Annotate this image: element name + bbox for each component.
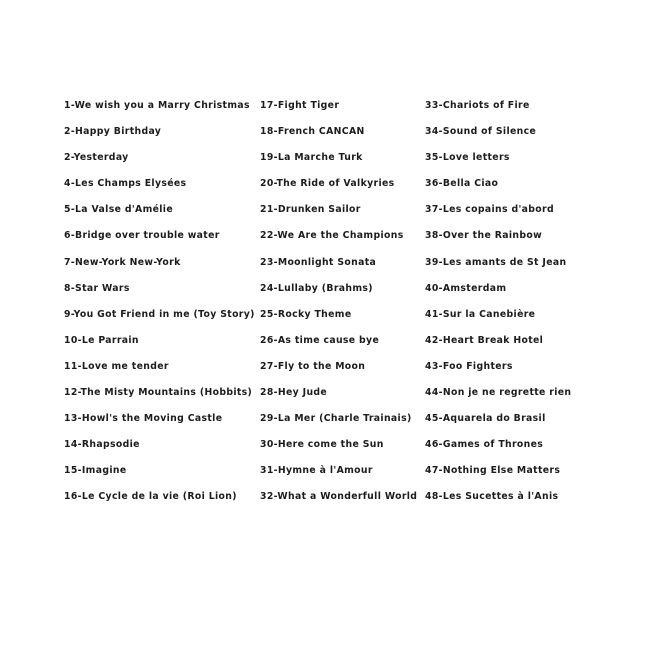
list-item: 5-La Valse d'Amélie bbox=[64, 204, 174, 216]
list-item: 24-Lullaby (Brahms) bbox=[260, 282, 373, 294]
list-item: 35-Love letters bbox=[425, 152, 510, 164]
list-item: 36-Bella Ciao bbox=[425, 178, 499, 190]
list-item: 22-We Are the Champions bbox=[260, 230, 404, 242]
list-item: 2-Happy Birthday bbox=[64, 126, 162, 138]
list-item: 7-New-York New-York bbox=[64, 256, 181, 268]
list-item: 18-French CANCAN bbox=[260, 126, 365, 138]
list-item: 1-We wish you a Marry Christmas bbox=[64, 100, 250, 111]
list-item: 41-Sur la Canebière bbox=[425, 308, 536, 320]
list-item: 19-La Marche Turk bbox=[260, 152, 363, 164]
list-item: 4-Les Champs Elysées bbox=[64, 178, 187, 190]
list-item: 17-Fight Tiger bbox=[260, 100, 340, 111]
list-item: 27-Fly to the Moon bbox=[260, 360, 366, 372]
list-item: 38-Over the Rainbow bbox=[425, 230, 543, 242]
list-item: 30-Here come the Sun bbox=[260, 439, 384, 451]
song-column-1 bbox=[64, 100, 260, 518]
list-item: 9-You Got Friend in me (Toy Story) bbox=[64, 308, 255, 320]
list-item: 8-Star Wars bbox=[64, 282, 130, 294]
list-item: 15-Imagine bbox=[64, 465, 127, 477]
list-item: 29-La Mer (Charle Trainais) bbox=[260, 413, 412, 425]
list-item: 39-Les amants de St Jean bbox=[425, 256, 567, 268]
list-item: 6-Bridge over trouble water bbox=[64, 230, 220, 242]
list-item: 47-Nothing Else Matters bbox=[425, 465, 561, 477]
list-item: 12-The Misty Mountains (Hobbits) bbox=[64, 387, 253, 399]
list-item: 31-Hymne à l'Amour bbox=[260, 465, 373, 477]
list-item: 44-Non je ne regrette rien bbox=[425, 387, 572, 399]
list-item: 32-What a Wonderfull World bbox=[260, 491, 418, 503]
list-item: 26-As time cause bye bbox=[260, 334, 380, 346]
list-item: 14-Rhapsodie bbox=[64, 439, 140, 451]
song-column-2 bbox=[260, 100, 425, 518]
list-item: 46-Games of Thrones bbox=[425, 439, 544, 451]
list-item: 2-Yesterday bbox=[64, 152, 129, 164]
list-item: 34-Sound of Silence bbox=[425, 126, 537, 138]
list-item: 16-Le Cycle de la vie (Roi Lion) bbox=[64, 491, 237, 503]
list-item: 20-The Ride of Valkyries bbox=[260, 178, 395, 190]
list-item: 45-Aquarela do Brasil bbox=[425, 413, 546, 425]
list-item: 37-Les copains d'abord bbox=[425, 204, 554, 216]
list-item: 23-Moonlight Sonata bbox=[260, 256, 377, 268]
list-item: 28-Hey Jude bbox=[260, 387, 328, 399]
list-item: 21-Drunken Sailor bbox=[260, 204, 361, 216]
list-item: 25-Rocky Theme bbox=[260, 308, 352, 320]
list-item: 40-Amsterdam bbox=[425, 282, 507, 294]
list-item: 13-Howl's the Moving Castle bbox=[64, 413, 223, 425]
list-item: 10-Le Parrain bbox=[64, 334, 139, 346]
song-list bbox=[64, 100, 584, 518]
list-item: 42-Heart Break Hotel bbox=[425, 334, 544, 346]
list-item: 33-Chariots of Fire bbox=[425, 100, 530, 111]
song-column-3 bbox=[425, 100, 584, 518]
list-item: 11-Love me tender bbox=[64, 360, 169, 372]
list-item: 48-Les Sucettes à l'Anis bbox=[425, 491, 559, 503]
list-item: 43-Foo Fighters bbox=[425, 360, 513, 372]
